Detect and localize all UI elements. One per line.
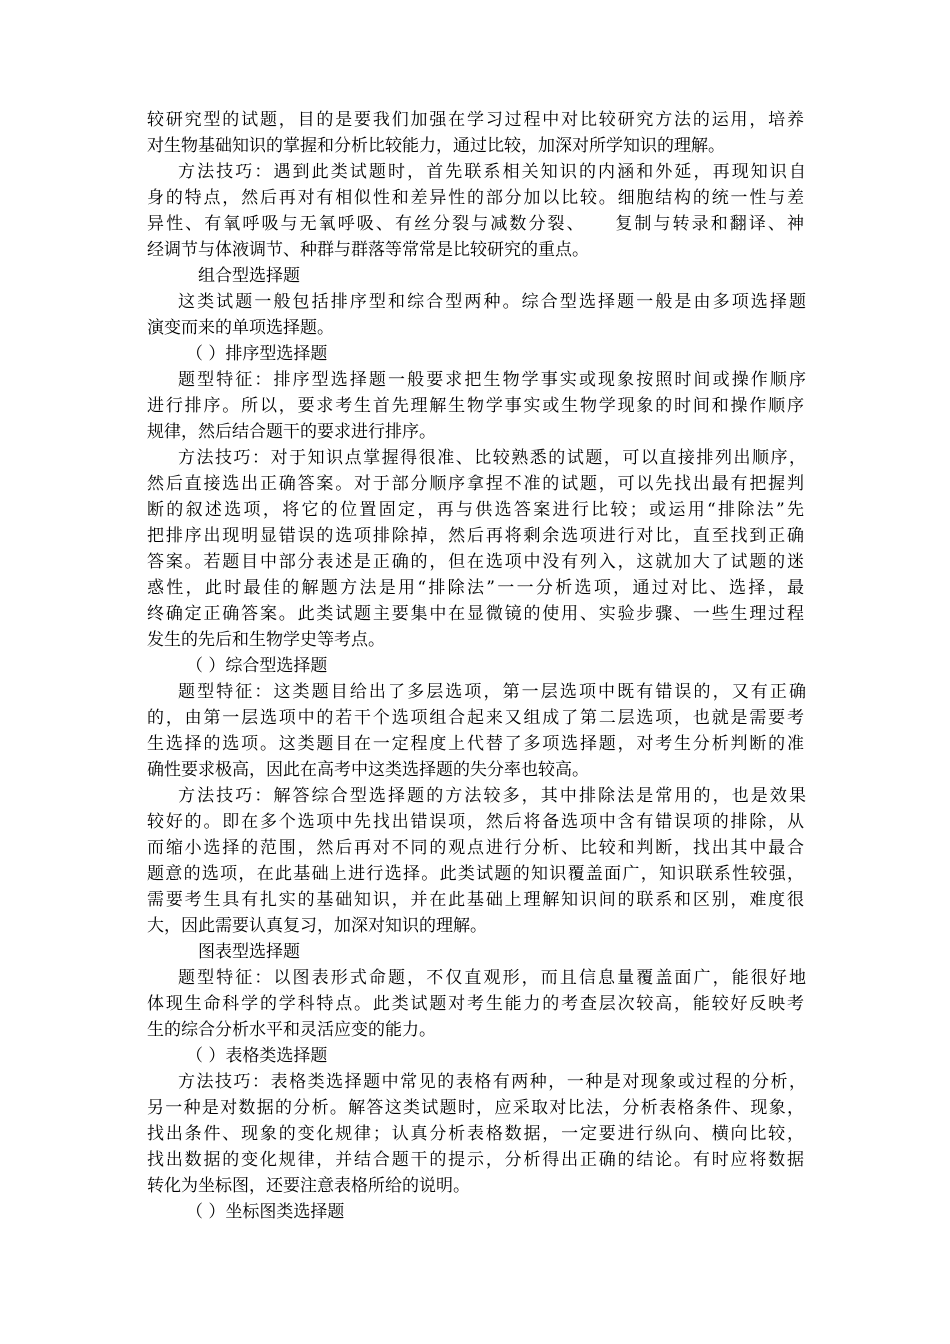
body-line: 经调节与体液调节、种群与群落等常常是比较研究的重点。 bbox=[147, 240, 589, 260]
body-line: 生的综合分析水平和灵活应变的能力。 bbox=[147, 1020, 436, 1040]
body-line: 方法技巧：解答综合型选择题的方法较多，其中排除法是常用的，也是效果 bbox=[178, 786, 806, 806]
body-line: 规律，然后结合题干的要求进行排序。 bbox=[147, 422, 436, 442]
body-line: 答案。若题目中部分表述是正确的，但在选项中没有列入，这就加大了试题的迷 bbox=[147, 552, 804, 572]
body-line: 大，因此需要认真复习，加深对知识的理解。 bbox=[147, 916, 487, 936]
body-line: 找出条件、现象的变化规律；认真分析表格数据，一定要进行纵向、横向比较， bbox=[147, 1124, 804, 1144]
body-line: 题型特征：排序型选择题一般要求把生物学事实或现象按照时间或操作顺序 bbox=[178, 370, 806, 390]
body-line: 断的叙述选项，将它的位置固定，再与供选答案进行比较；或运用“排除法”先 bbox=[147, 500, 804, 520]
body-line: 体现生命科学的学科特点。此类试题对考生能力的考查层次较高，能较好反映考 bbox=[147, 994, 804, 1014]
body-line: 然后直接选出正确答案。对于部分顺序拿捏不准的试题，可以先找出最有把握判 bbox=[147, 474, 804, 494]
subsection-heading: （ ）排序型选择题 bbox=[186, 344, 328, 364]
body-line: 生选择的选项。这类题目在一定程度上代替了多项选择题，对考生分析判断的准 bbox=[147, 734, 804, 754]
body-line: 把排序出现明显错误的选项排除掉，然后再将剩余选项进行对比，直至找到正确 bbox=[147, 526, 804, 546]
body-line: 方法技巧：遇到此类试题时，首先联系相关知识的内涵和外延，再现知识自 bbox=[178, 162, 806, 182]
body-line: 确性要求极高，因此在高考中这类选择题的失分率也较高。 bbox=[147, 760, 589, 780]
section-heading: 图表型选择题 bbox=[198, 942, 300, 962]
body-line: 身的特点，然后再对有相似性和差异性的部分加以比较。细胞结构的统一性与差 bbox=[147, 188, 804, 208]
subsection-heading: （ ）综合型选择题 bbox=[186, 656, 328, 676]
body-line: 找出数据的变化规律，并结合题干的提示，分析得出正确的结论。有时应将数据 bbox=[147, 1150, 804, 1170]
body-line: 惑性，此时最佳的解题方法是用“排除法”一一分析选项，通过对比、选择，最 bbox=[147, 578, 804, 598]
body-line: 方法技巧：表格类选择题中常见的表格有两种，一种是对现象或过程的分析， bbox=[178, 1072, 806, 1092]
subsection-heading: （ ）坐标图类选择题 bbox=[186, 1202, 345, 1222]
body-line: 这类试题一般包括排序型和综合型两种。综合型选择题一般是由多项选择题 bbox=[178, 292, 806, 312]
body-line: 发生的先后和生物学史等考点。 bbox=[147, 630, 385, 650]
body-line: 题型特征：这类题目给出了多层选项，第一层选项中既有错误的，又有正确 bbox=[178, 682, 806, 702]
body-line: 较研究型的试题，目的是要我们加强在学习过程中对比较研究方法的运用，培养 bbox=[147, 110, 804, 130]
body-line: 的，由第一层选项中的若干个选项组合起来又组成了第二层选项，也就是需要考 bbox=[147, 708, 804, 728]
subsection-heading: （ ）表格类选择题 bbox=[186, 1046, 328, 1066]
body-line: 需要考生具有扎实的基础知识，并在此基础上理解知识间的联系和区别，难度很 bbox=[147, 890, 804, 910]
body-line: 终确定正确答案。此类试题主要集中在显微镜的使用、实验步骤、一些生理过程 bbox=[147, 604, 804, 624]
section-heading: 组合型选择题 bbox=[198, 266, 300, 286]
body-line: 演变而来的单项选择题。 bbox=[147, 318, 334, 338]
body-line: 转化为坐标图，还要注意表格所给的说明。 bbox=[147, 1176, 470, 1196]
body-line: 题型特征：以图表形式命题，不仅直观形，而且信息量覆盖面广，能很好地 bbox=[178, 968, 806, 988]
body-line: 异性、有氧呼吸与无氧呼吸、有丝分裂与减数分裂、 复制与转录和翻译、神 bbox=[147, 214, 804, 234]
body-line: 另一种是对数据的分析。解答这类试题时，应采取对比法，分析表格条件、现象， bbox=[147, 1098, 804, 1118]
body-line: 进行排序。所以，要求考生首先理解生物学事实或生物学现象的时间和操作顺序 bbox=[147, 396, 804, 416]
body-line: 较好的。即在多个选项中先找出错误项，然后将备选项中含有错误项的排除，从 bbox=[147, 812, 804, 832]
body-line: 对生物基础知识的掌握和分析比较能力，通过比较，加深对所学知识的理解。 bbox=[147, 136, 725, 156]
body-line: 方法技巧：对于知识点掌握得很准、比较熟悉的试题，可以直接排列出顺序， bbox=[178, 448, 806, 468]
body-line: 题意的选项，在此基础上进行选择。此类试题的知识覆盖面广，知识联系性较强， bbox=[147, 864, 804, 884]
body-line: 而缩小选择的范围，然后再对不同的观点进行分析、比较和判断，找出其中最合 bbox=[147, 838, 804, 858]
